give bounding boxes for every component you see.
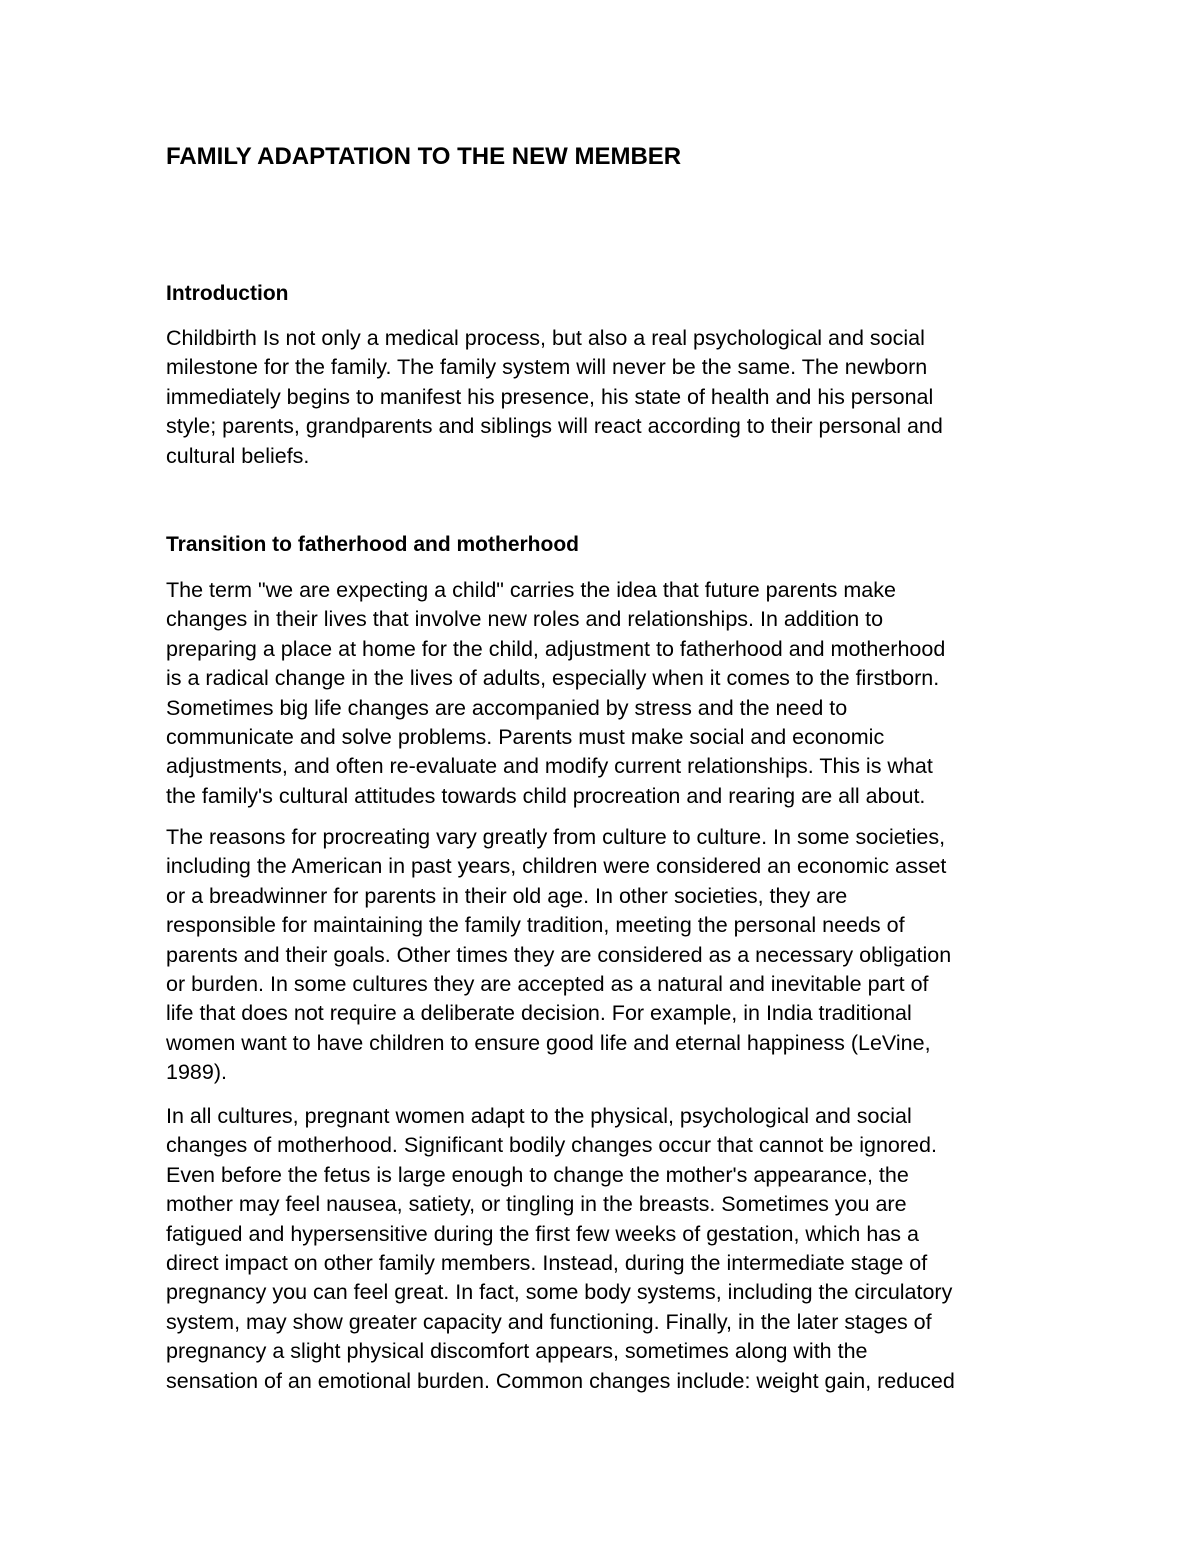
text-line: system, may show greater capacity and functioning. Finally, in the later stages of bbox=[166, 1309, 932, 1334]
text-line: milestone for the family. The family system will never be the same. The newborn bbox=[166, 355, 928, 380]
text-line: sensation of an emotional burden. Common changes include: weight gain, reduced bbox=[166, 1368, 955, 1393]
text-line: parents and their goals. Other times they are considered as a necessary obligation bbox=[166, 942, 952, 967]
text-line: The term "we are expecting a child" carries the idea that future parents make bbox=[166, 578, 896, 602]
text-line: In all cultures, pregnant women adapt to the physical, psychological and social bbox=[166, 1104, 912, 1128]
text-line: 1989). bbox=[166, 1060, 227, 1085]
text-line: changes of motherhood. Significant bodily changes occur that cannot be ignored. bbox=[166, 1133, 937, 1158]
text-line: adjustments, and often re-evaluate and modify current relationships. This is what bbox=[166, 754, 933, 779]
text-line: women want to have children to ensure good life and eternal happiness (LeVine, bbox=[166, 1030, 931, 1055]
text-line: responsible for maintaining the family tradition, meeting the personal needs of bbox=[166, 913, 905, 938]
text-line: direct impact on other family members. Instead, during the intermediate stage of bbox=[166, 1251, 928, 1276]
text-line: The reasons for procreating vary greatly from culture to culture. In some societies, bbox=[166, 825, 946, 849]
text-line: Even before the fetus is large enough to change the mother's appearance, the bbox=[166, 1162, 909, 1187]
text-line: fatigued and hypersensitive during the first few weeks of gestation, which has a bbox=[166, 1221, 919, 1246]
text-line: communicate and solve problems. Parents must make social and economic bbox=[166, 725, 885, 750]
section-heading-transition: Transition to fatherhood and motherhood bbox=[166, 533, 579, 556]
paragraph-transition-3 bbox=[166, 1102, 955, 1396]
text-line: life that does not require a deliberate decision. For example, in India traditional bbox=[166, 1001, 912, 1026]
text-line: Childbirth Is not only a medical process, but also a real psychological and social bbox=[166, 326, 925, 350]
document-title: FAMILY ADAPTATION TO THE NEW MEMBER bbox=[166, 143, 682, 170]
text-line: is a radical change in the lives of adults, especially when it comes to the firstborn. bbox=[166, 666, 940, 691]
text-line: changes in their lives that involve new roles and relationships. In addition to bbox=[166, 607, 884, 632]
text-line: or burden. In some cultures they are accepted as a natural and inevitable part of bbox=[166, 972, 929, 997]
text-line: including the American in past years, children were considered an economic asset bbox=[166, 854, 947, 879]
text-line: mother may feel nausea, satiety, or tingling in the breasts. Sometimes you are bbox=[166, 1192, 907, 1217]
text-line: preparing a place at home for the child, adjustment to fatherhood and motherhood bbox=[166, 636, 946, 661]
paragraph-transition-1 bbox=[166, 576, 945, 811]
text-line: the family's cultural attitudes towards child procreation and rearing are all about. bbox=[166, 783, 926, 808]
text-line: pregnancy you can feel great. In fact, some body systems, including the circulatory bbox=[166, 1280, 953, 1305]
text-line: cultural beliefs. bbox=[166, 443, 310, 468]
text-line: immediately begins to manifest his presence, his state of health and his personal bbox=[166, 384, 934, 409]
section-heading-introduction: Introduction bbox=[166, 282, 289, 305]
text-line: pregnancy a slight physical discomfort appears, sometimes along with the bbox=[166, 1339, 868, 1364]
paragraph-transition-2 bbox=[166, 823, 951, 1088]
text-line: or a breadwinner for parents in their old age. In other societies, they are bbox=[166, 883, 848, 908]
paragraph-introduction bbox=[166, 324, 943, 471]
text-line: style; parents, grandparents and siblings will react according to their personal and bbox=[166, 414, 943, 439]
text-line: Sometimes big life changes are accompanied by stress and the need to bbox=[166, 695, 848, 720]
